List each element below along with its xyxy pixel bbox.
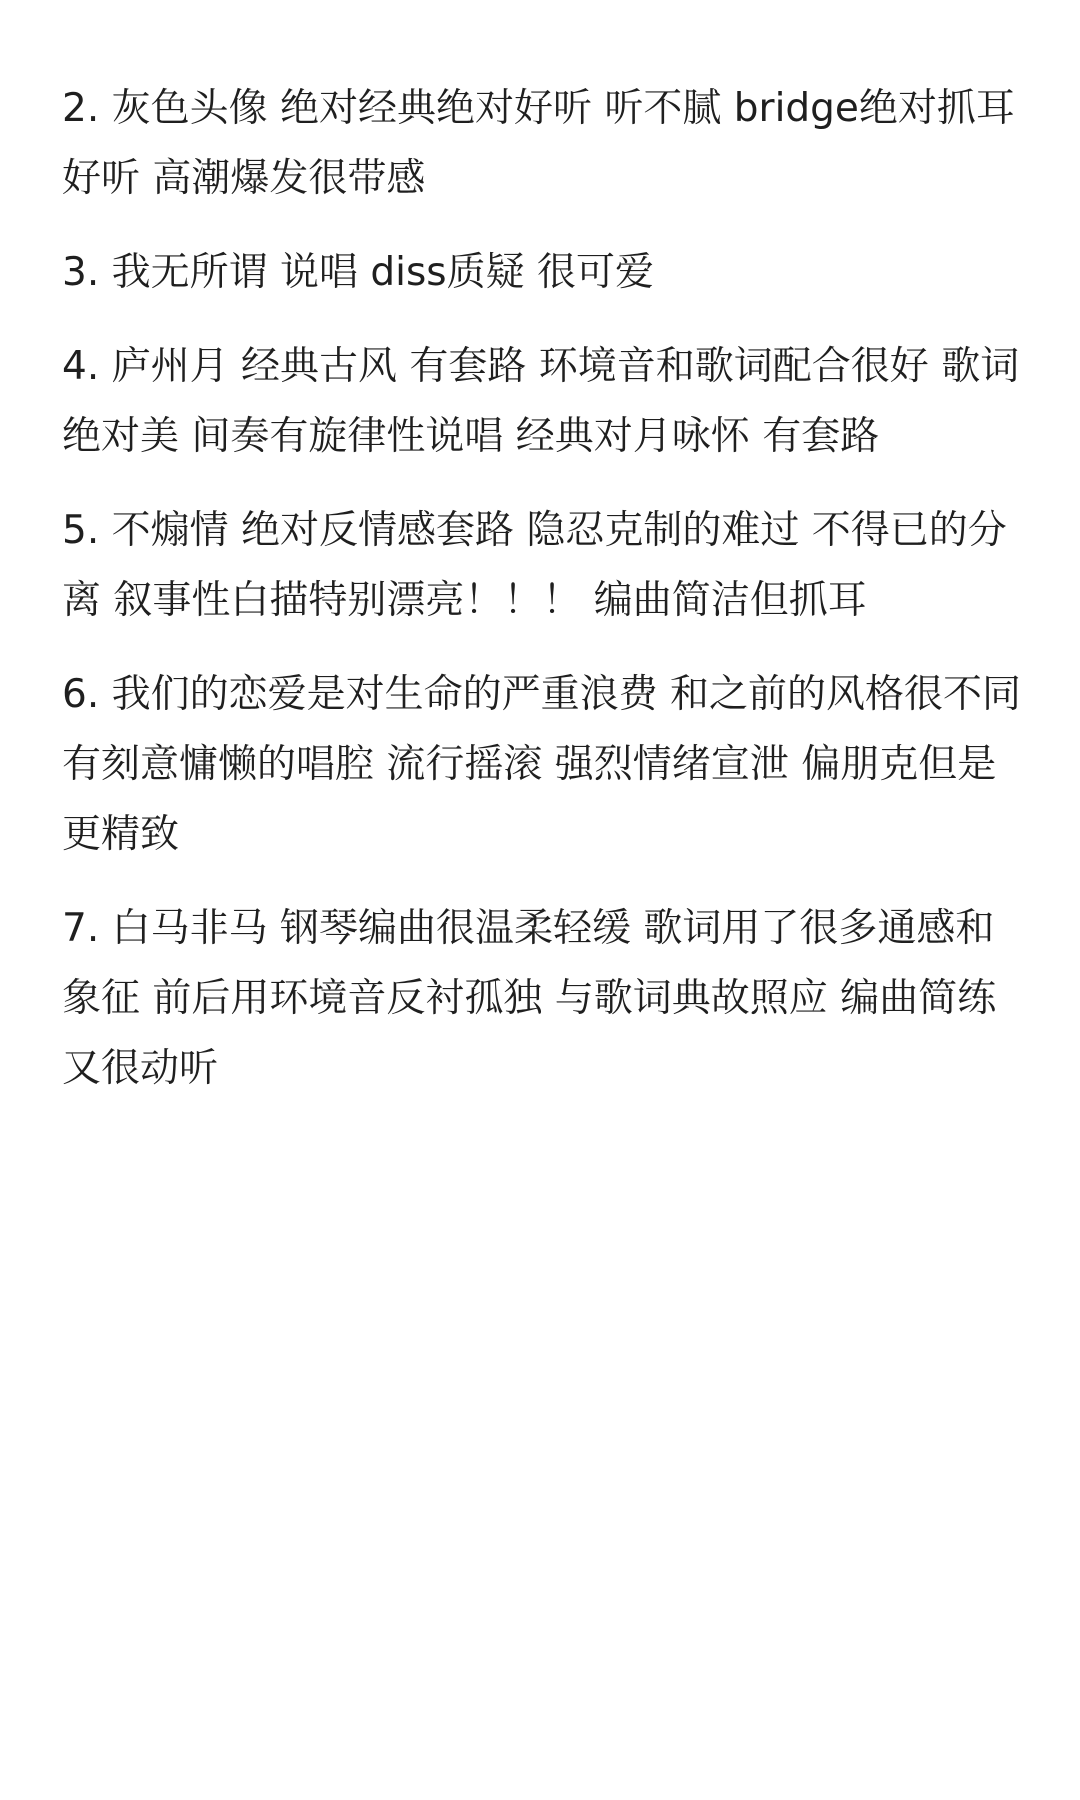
note-item-4: 4. 庐州月 经典古风 有套路 环境音和歌词配合很好 歌词绝对美 间奏有旋律性说唱 经典对月咏怀 有套路 — [62, 344, 1020, 459]
note-item-6: 6. 我们的恋爱是对生命的严重浪费 和之前的风格很不同 有刻意慵懒的唱腔 流行摇滚 强烈情绪宣泄 偏朋克但是更精致 — [62, 672, 1022, 857]
note-item-2: 2. 灰色头像 绝对经典绝对好听 听不腻 bridge绝对抓耳好听 高潮爆发很带感 — [62, 86, 1015, 201]
note-item-3: 3. 我无所谓 说唱 diss质疑 很可爱 — [62, 250, 655, 295]
note-item-7: 7. 白马非马 钢琴编曲很温柔轻缓 歌词用了很多通感和象征 前后用环境音反衬孤独 与歌词典故照应 编曲简练又很动听 — [62, 906, 997, 1091]
note-item-5: 5. 不煽情 绝对反情感套路 隐忍克制的难过 不得已的分离 叙事性白描特别漂亮！！！ 编曲简洁但抓耳 — [62, 508, 1007, 623]
song-notes-list — [62, 74, 1028, 1104]
